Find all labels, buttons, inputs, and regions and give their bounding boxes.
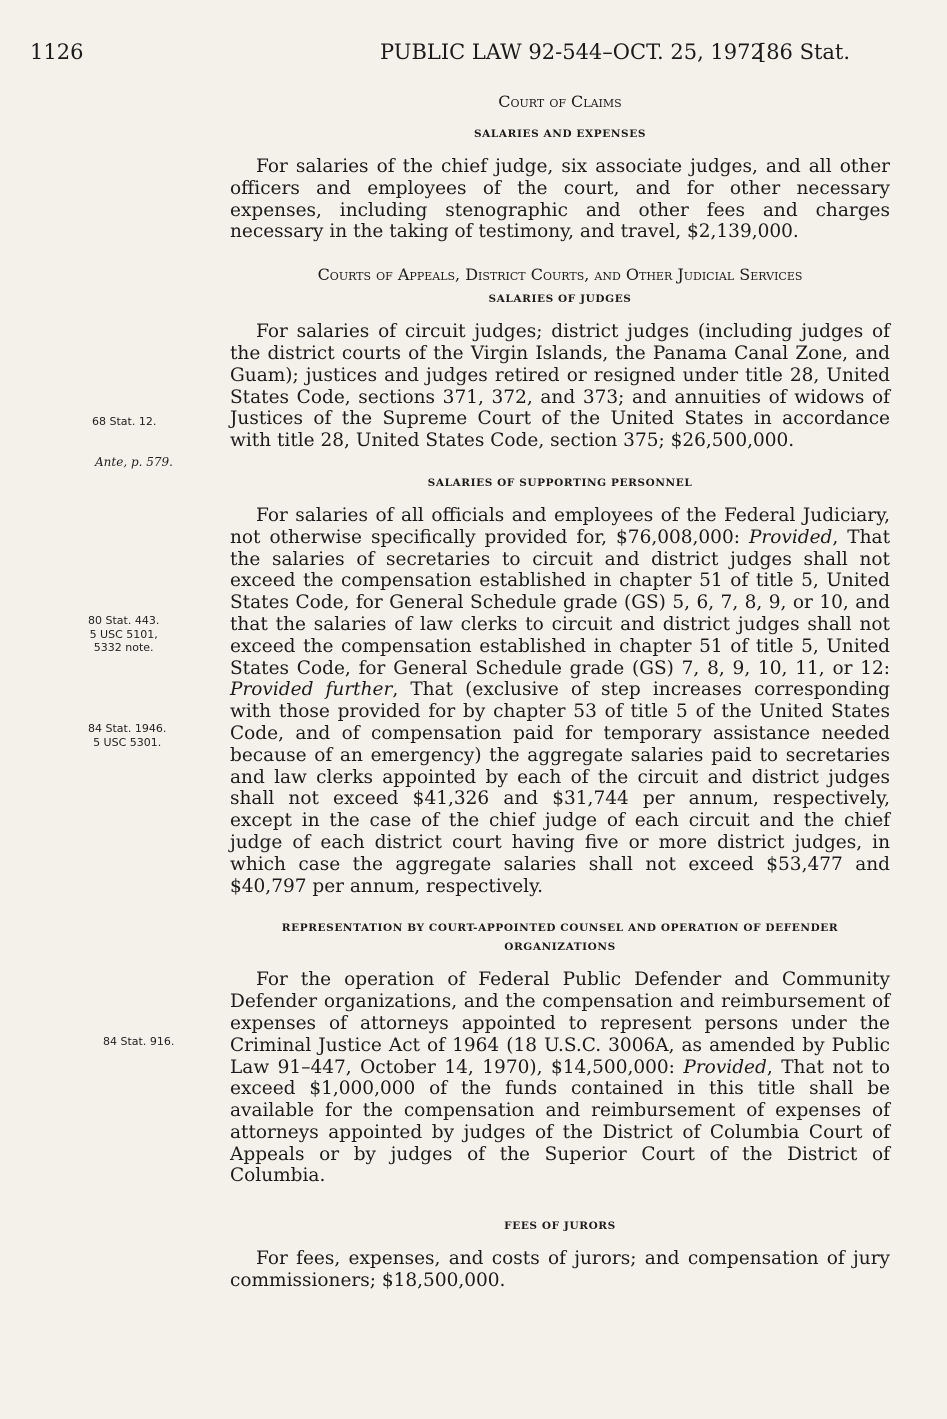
heading-defender-organizations: REPRESENTATION BY COURT-APPOINTED COUNSEL AND OPERATION OF DEFENDER ORGANIZATIONS xyxy=(281,922,839,954)
margin-note-ante-p-579: Ante, p. 579. xyxy=(95,455,173,469)
margin-note-84-stat-916: 84 Stat. 916. xyxy=(103,1035,175,1048)
paragraph-defender-organizations xyxy=(230,969,890,1187)
section-title-courts-of-appeals: Courts of Appeals, District Courts, and Other Judicial Services xyxy=(317,265,803,285)
paragraph-salaries-of-judges: For salaries of circuit judges; district judges (including judges of the district courts of the Virgin Islands, the Panama Canal Zone, and Guam); justices and judges retired or resigned under title 28, United States Code, sections 371, 372, and 373; and annuities of widows of Justices of the Supreme Court of the United States in accordance with title 28, United States Code, section 375; $26,500,000. xyxy=(230,321,890,452)
margin-note-68-stat-12: 68 Stat. 12. xyxy=(92,415,157,428)
margin-note-80-stat-443-line1: 80 Stat. 443. xyxy=(88,614,160,627)
provided-further: Provided further xyxy=(230,679,393,701)
support-text-1: For salaries of all officials and employees of the Federal Judiciary, not otherwise specifically provided for, $76,008,000: xyxy=(230,504,890,548)
support-text-2: , That the salaries of secretaries to circuit and district judges shall not exceed the compensation established in chapter 51 of title 5, United States Code, for General Schedule grade (GS) 5, 6, 7, 8, 9, or 10, and that the salaries of law clerks to circuit and district judges shall not exceed the compensation established in chapter 51 of title 5, United States Code, for General Schedule grade (GS) 7, 8, 9, 10, 11, or 12: xyxy=(230,526,891,679)
defender-provided: Provided xyxy=(683,1056,767,1078)
margin-note-84-stat-1946-line2: 5 USC 5301. xyxy=(93,735,162,749)
support-text-3: , That (exclusive of step increases corresponding with those provided for by chapter 53 of title 5 of the United States Code, and of compensation paid for temporary assistance needed because of an emergency) the aggregate salaries paid to secretaries and law clerks appointed by each of the circuit and district judges shall not exceed $41,326 and $31,744 per annum, respectively, except in the case of the chief judge of each circuit and the chief judge of each district court having five or more district judges, in which case the aggregate salaries shall not exceed $53,477 and $40,797 per annum, respectively. xyxy=(230,679,890,897)
heading-fees-of-jurors: FEES OF JURORS xyxy=(504,1220,616,1233)
paragraph-court-of-claims: For salaries of the chief judge, six associate judges, and all other officers and employees of the court, and for other necessary expenses, including stenographic and other fees and charges necessary in the taking of testimony, and travel, $2,139,000. xyxy=(230,156,890,243)
margin-note-84-stat-1946-line1: 84 Stat. 1946. xyxy=(88,722,167,735)
heading-supporting-personnel: SALARIES OF SUPPORTING PERSONNEL xyxy=(427,476,693,489)
heading-salaries-of-judges: SALARIES OF JUDGES xyxy=(488,293,632,306)
stat-reference: [86 Stat. xyxy=(758,40,851,64)
heading-salaries-and-expenses: SALARIES AND EXPENSES xyxy=(473,128,647,140)
paragraph-supporting-personnel xyxy=(230,505,890,897)
paragraph-fees-of-jurors: For fees, expenses, and costs of jurors; and compensation of jury commissioners; $18,500,000. xyxy=(230,1248,890,1292)
section-title-court-of-claims: Court of Claims xyxy=(498,92,622,111)
margin-note-84-stat-1946 xyxy=(88,722,166,749)
defender-text-1: For the operation of Federal Public Defender and Community Defender organizations, and the compensation and reimbursement of expenses of attorneys appointed to represent persons under the Criminal Justice Act of 1964 (18 U.S.C. 3006A, as amended by Public Law 91–447, October 14, 1970), $14,500,000: xyxy=(230,969,890,1078)
defender-text-2: , That not to exceed $1,000,000 of the funds contained in this title shall be available for the compensation and reimbursement of expenses of attorneys appointed by judges of the District of Columbia Court of Appeals or by judges of the Superior Court of the District of Columbia. xyxy=(230,1056,890,1187)
margin-note-80-stat-443-line2: 5 USC 5101, xyxy=(89,627,158,641)
document-body xyxy=(230,92,890,1292)
margin-note-80-stat-443-line3: 5332 note. xyxy=(93,641,154,654)
page-header xyxy=(0,40,947,70)
law-title: PUBLIC LAW 92-544–OCT. 25, 1972 xyxy=(380,40,764,64)
margin-note-80-stat-443 xyxy=(88,614,159,655)
provided-1: Provided xyxy=(748,526,833,548)
page-number: 1126 xyxy=(30,40,84,64)
